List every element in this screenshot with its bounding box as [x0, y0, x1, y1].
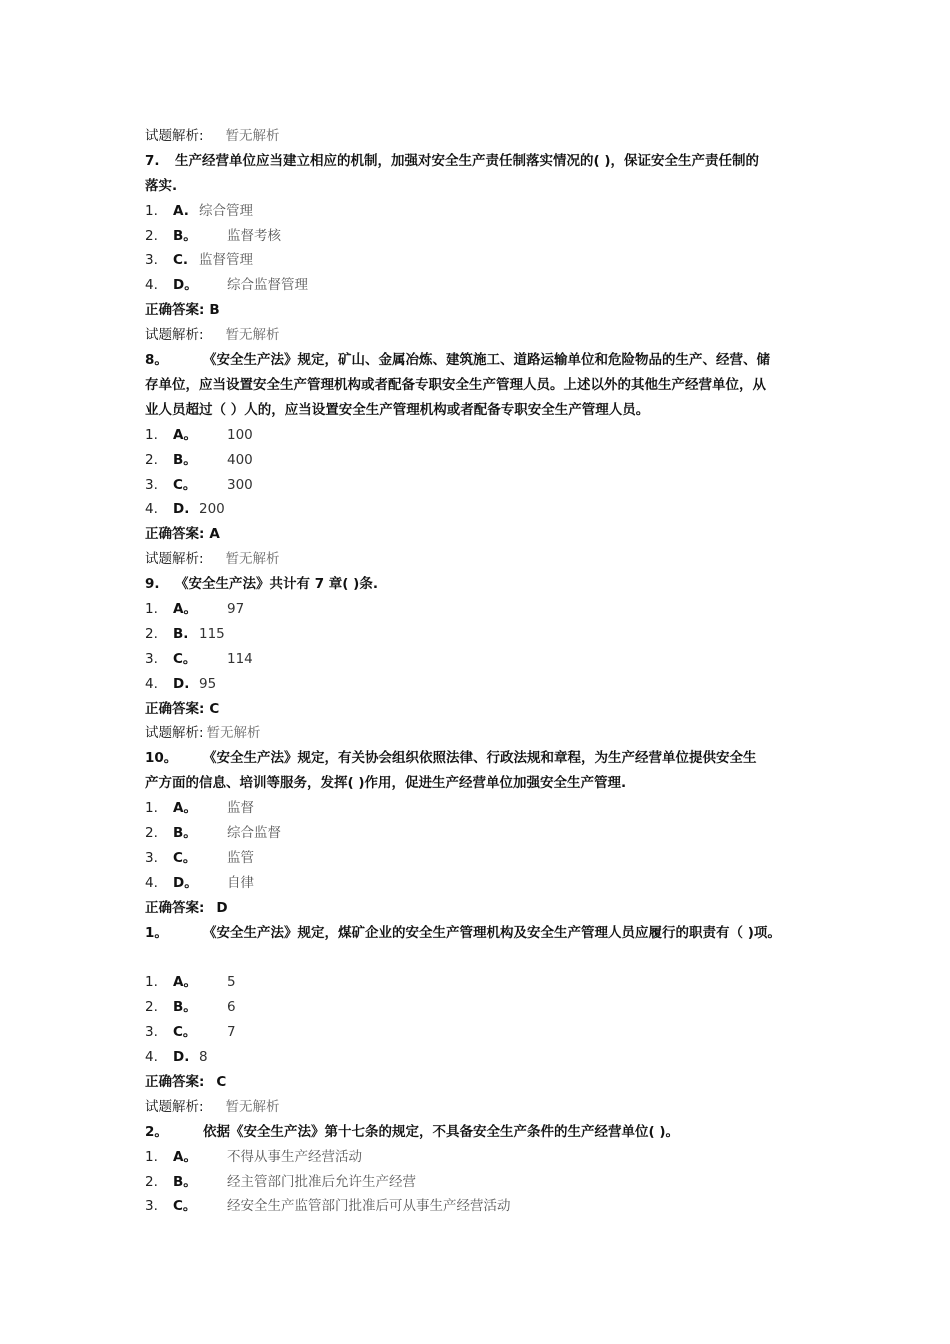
option-text: 400 [227, 451, 253, 468]
answer-option [145, 796, 815, 821]
option-text: 监管 [227, 849, 254, 866]
question-text-line [145, 348, 815, 373]
option-text: 7 [227, 1024, 236, 1041]
answer-option [145, 448, 815, 473]
question-text-line [145, 746, 815, 771]
option-index: 1. [145, 974, 158, 991]
correct-answer-value: D [216, 899, 228, 916]
question-text: 《安全生产法》共计有 7 章( )条. [175, 576, 378, 593]
option-letter: D. [173, 1049, 190, 1066]
option-text: 经安全生产监管部门批准后可从事生产经营活动 [227, 1198, 511, 1215]
question-block [145, 348, 815, 423]
answer-option [145, 423, 815, 448]
question-text-line [145, 373, 815, 398]
analysis [145, 547, 815, 572]
option-index: 1. [145, 202, 158, 219]
question-text: 落实. [145, 177, 178, 194]
option-text: 95 [199, 675, 217, 692]
option-index: 4. [145, 501, 158, 518]
correct-answer [145, 1070, 815, 1095]
question-text: 存单位，应当设置安全生产管理机构或者配备专职安全生产管理人员。上述以外的其他生产经营单位，从 [145, 376, 766, 393]
answer-option [145, 1020, 815, 1045]
answer-option [145, 597, 815, 622]
analysis [145, 1095, 815, 1120]
option-letter: B。 [173, 451, 197, 468]
option-letter: B. [173, 625, 189, 642]
question-text-line [145, 149, 815, 174]
question-text-line [145, 398, 815, 423]
analysis-value: 暂无解析 [225, 128, 280, 144]
option-index: 2. [145, 227, 158, 244]
option-letter: A. [173, 202, 189, 219]
question-text-line [145, 572, 815, 597]
option-letter: A。 [173, 426, 197, 443]
option-index: 4. [145, 874, 158, 891]
question-text: 《安全生产法》规定，有关协会组织依照法律、行政法规和章程，为生产经营单位提供安全生 [203, 750, 757, 767]
analysis [145, 124, 815, 149]
analysis-value: 暂无解析 [225, 1098, 280, 1115]
question-block [145, 572, 815, 597]
question-block [145, 149, 815, 199]
option-index: 2. [145, 825, 158, 842]
analysis-label: 试题解析: [145, 327, 204, 344]
option-index: 2. [145, 625, 158, 642]
answer-option [145, 473, 815, 498]
option-index: 1. [145, 601, 158, 618]
option-letter: D。 [173, 874, 198, 891]
option-index: 1. [145, 800, 158, 817]
question-number: 1。 [145, 924, 168, 941]
option-index: 3. [145, 476, 158, 493]
question-number: 2。 [145, 1123, 168, 1140]
option-text: 监督 [227, 800, 254, 817]
answer-option [145, 647, 815, 672]
question-document [145, 124, 815, 1219]
question-block [145, 921, 815, 946]
answer-option [145, 1170, 815, 1195]
answer-option [145, 248, 815, 273]
option-letter: C。 [173, 476, 197, 493]
option-text: 监督管理 [199, 252, 253, 269]
answer-option [145, 970, 815, 995]
correct-answer-label: 正确答案: [145, 899, 205, 916]
question-text: 《安全生产法》规定，矿山、金属冶炼、建筑施工、道路运输单位和危险物品的生产、经营、储 [203, 352, 770, 369]
correct-answer [145, 522, 815, 547]
option-index: 4. [145, 1049, 158, 1066]
answer-option [145, 224, 815, 249]
question-text-line [145, 771, 815, 796]
analysis [145, 721, 815, 746]
option-letter: A。 [173, 974, 197, 991]
correct-answer-label: 正确答案: [145, 302, 205, 319]
option-text: 5 [227, 974, 236, 991]
option-letter: A。 [173, 1148, 197, 1165]
option-letter: B。 [173, 999, 197, 1016]
option-letter: D. [173, 501, 190, 518]
analysis [145, 323, 815, 348]
option-index: 3. [145, 650, 158, 667]
blank-line [145, 946, 815, 971]
option-text: 经主管部门批准后允许生产经营 [227, 1173, 416, 1190]
answer-option [145, 995, 815, 1020]
answer-option [145, 1145, 815, 1170]
question-number: 8。 [145, 352, 168, 369]
option-index: 3. [145, 849, 158, 866]
option-text: 综合管理 [199, 202, 253, 219]
option-index: 1. [145, 1148, 158, 1165]
option-index: 1. [145, 426, 158, 443]
correct-answer-value: C [209, 700, 220, 717]
answer-option [145, 821, 815, 846]
answer-option [145, 622, 815, 647]
option-index: 3. [145, 1024, 158, 1041]
correct-answer [145, 896, 815, 921]
option-text: 97 [227, 601, 245, 618]
option-text: 114 [227, 650, 253, 667]
option-index: 3. [145, 1198, 158, 1215]
option-text: 自律 [227, 874, 254, 891]
analysis-value: 暂无解析 [225, 551, 280, 568]
option-letter: D. [173, 675, 190, 692]
answer-option [145, 1194, 815, 1219]
question-text: 《安全生产法》规定，煤矿企业的安全生产管理机构及安全生产管理人员应履行的职责有（ )项。 [203, 924, 781, 941]
answer-option [145, 1045, 815, 1070]
question-number: 7. [145, 152, 160, 169]
option-text: 200 [199, 501, 225, 518]
question-text-line [145, 1120, 815, 1145]
question-text-line [145, 174, 815, 199]
analysis-label: 试题解析: [145, 1098, 204, 1115]
answer-option [145, 497, 815, 522]
correct-answer-value: A [209, 526, 220, 543]
option-text: 8 [199, 1049, 208, 1066]
answer-option [145, 672, 815, 697]
correct-answer-value: B [209, 302, 220, 319]
option-letter: C。 [173, 849, 197, 866]
option-text: 综合监督管理 [227, 277, 308, 294]
option-letter: A。 [173, 601, 197, 618]
question-text: 业人员超过（ ）人的，应当设置安全生产管理机构或者配备专职安全生产管理人员。 [145, 401, 650, 418]
option-text: 监督考核 [227, 227, 281, 244]
option-index: 4. [145, 277, 158, 294]
option-text: 不得从事生产经营活动 [227, 1148, 362, 1165]
option-letter: C。 [173, 650, 197, 667]
option-letter: A。 [173, 800, 197, 817]
option-index: 4. [145, 675, 158, 692]
option-letter: B。 [173, 825, 197, 842]
option-letter: C。 [173, 1024, 197, 1041]
answer-option [145, 846, 815, 871]
question-text: 生产经营单位应当建立相应的机制，加强对安全生产责任制落实情况的( )，保证安全生产责任制的 [175, 152, 760, 169]
option-text: 300 [227, 476, 253, 493]
question-text-line [145, 921, 815, 946]
option-text: 115 [199, 625, 225, 642]
analysis-label: 试题解析: [145, 725, 204, 742]
option-text: 综合监督 [227, 825, 281, 842]
option-letter: B。 [173, 1173, 197, 1190]
option-index: 2. [145, 451, 158, 468]
correct-answer-label: 正确答案: [145, 1073, 205, 1090]
option-letter: C. [173, 252, 189, 269]
option-text: 100 [227, 426, 253, 443]
correct-answer-label: 正确答案: [145, 700, 205, 717]
option-index: 3. [145, 252, 158, 269]
question-text: 依据《安全生产法》第十七条的规定，不具备安全生产条件的生产经营单位( )。 [203, 1123, 680, 1140]
answer-option [145, 199, 815, 224]
analysis-label: 试题解析: [145, 128, 204, 144]
analysis-value: 暂无解析 [225, 327, 280, 344]
option-text: 6 [227, 999, 236, 1016]
option-letter: D。 [173, 277, 198, 294]
answer-option [145, 273, 815, 298]
correct-answer [145, 697, 815, 722]
option-index: 2. [145, 999, 158, 1016]
correct-answer-value: C [216, 1073, 227, 1090]
option-letter: C。 [173, 1198, 197, 1215]
analysis-value: 暂无解析 [206, 725, 261, 742]
analysis-label: 试题解析: [145, 551, 204, 568]
question-text: 产方面的信息、培训等服务，发挥( )作用，促进生产经营单位加强安全生产管理. [145, 775, 627, 792]
answer-option [145, 871, 815, 896]
correct-answer [145, 298, 815, 323]
question-number: 10。 [145, 750, 178, 767]
question-number: 9. [145, 576, 160, 593]
option-index: 2. [145, 1173, 158, 1190]
option-letter: B。 [173, 227, 197, 244]
question-block [145, 1120, 815, 1145]
correct-answer-label: 正确答案: [145, 526, 205, 543]
question-block [145, 746, 815, 796]
